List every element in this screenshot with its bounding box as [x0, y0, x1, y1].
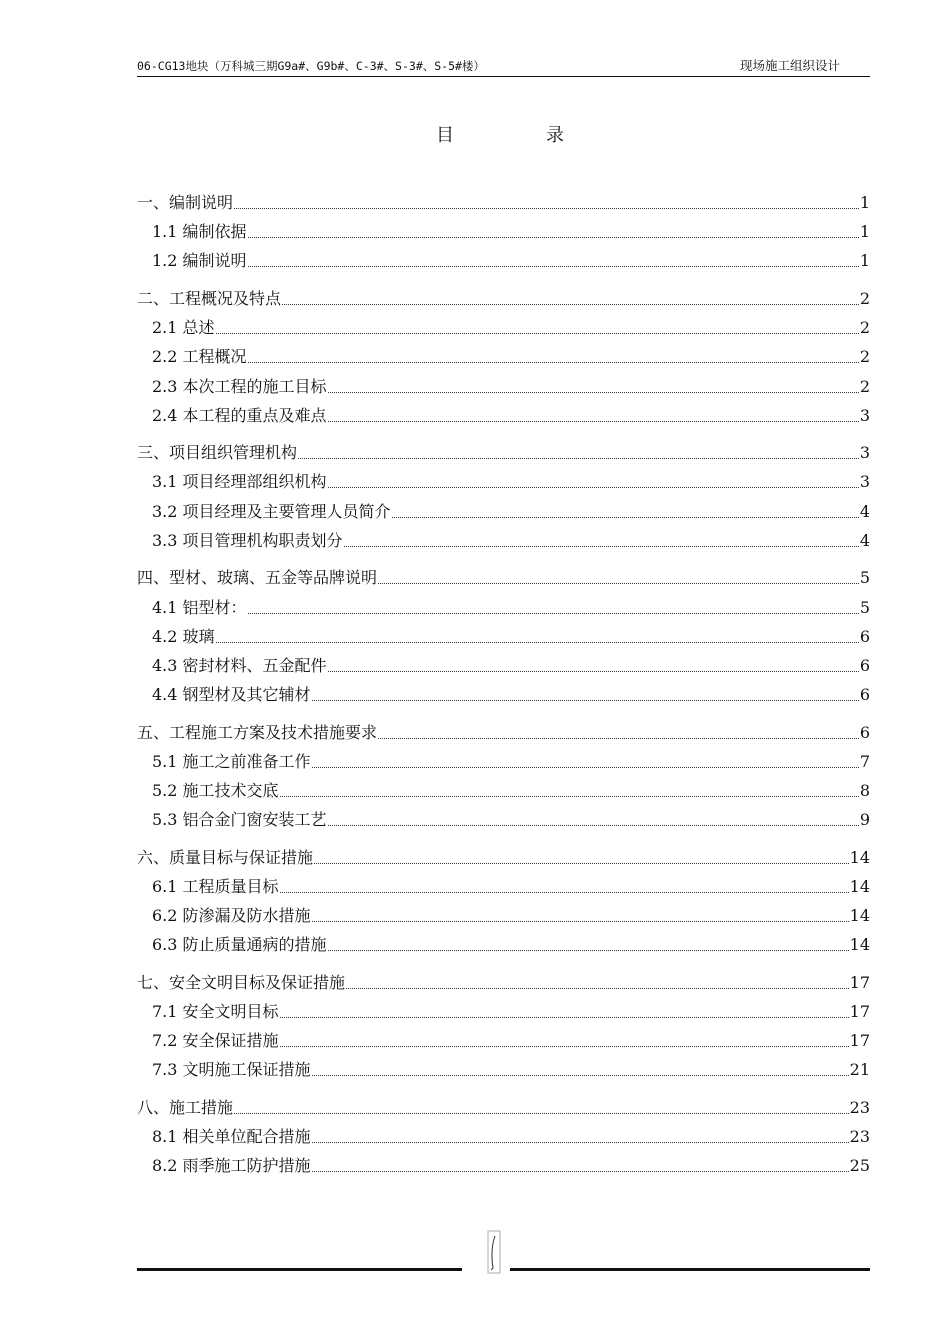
toc-entry-page-number: 14	[849, 935, 870, 955]
toc-section-entry[interactable]	[152, 471, 870, 493]
toc-chapter-entry[interactable]	[137, 847, 870, 869]
toc-entry-page-number: 17	[849, 1002, 870, 1021]
toc-dot-leader	[280, 795, 859, 797]
toc-dot-leader	[328, 949, 849, 951]
toc-entry-label: 7.2 安全保证措施	[152, 1031, 279, 1051]
toc-entry-label: 7.3 文明施工保证措施	[152, 1060, 311, 1080]
toc-dot-leader	[248, 361, 859, 363]
toc-dot-leader	[248, 265, 859, 267]
toc-entry-label: 七、安全文明目标及保证措施	[137, 972, 346, 992]
toc-dot-leader	[314, 862, 849, 864]
toc-section-entry[interactable]	[152, 317, 870, 339]
toc-entry-page-number: 1	[859, 251, 870, 271]
toc-title-char-2: 录	[546, 125, 564, 146]
toc-section-entry[interactable]	[152, 780, 870, 802]
toc-entry-label: 5.2 施工技术交底	[152, 781, 279, 800]
toc-entry-page-number: 5	[859, 597, 870, 617]
toc-entry-label: 4.1 铝型材：	[152, 597, 247, 617]
toc-dot-leader	[282, 303, 859, 305]
page-header	[137, 58, 870, 77]
toc-section-entry[interactable]	[152, 905, 870, 927]
toc-entry-page-number: 7	[859, 751, 870, 771]
toc-chapter-entry[interactable]	[137, 972, 870, 994]
toc-dot-leader	[378, 582, 859, 584]
toc-dot-leader	[378, 737, 859, 739]
header-document-title: 现场施工组织设计	[739, 58, 840, 73]
toc-dot-leader	[328, 391, 859, 393]
toc-dot-leader	[312, 766, 859, 768]
toc-entry-label: 1.2 编制说明	[152, 251, 247, 271]
toc-entry-label: 2.4 本工程的重点及难点	[152, 405, 327, 425]
toc-dot-leader	[344, 545, 859, 547]
toc-entry-label: 8.1 相关单位配合措施	[152, 1127, 311, 1147]
toc-entry-label: 1.1 编制依据	[152, 222, 247, 242]
toc-entry-label: 5.3 铝合金门窗安装工艺	[152, 810, 327, 830]
toc-dot-leader	[312, 920, 849, 922]
toc-chapter-entry[interactable]	[137, 567, 870, 589]
toc-entry-label: 2.2 工程概况	[152, 347, 247, 367]
toc-dot-leader	[346, 987, 849, 989]
toc-entry-label: 二、工程概况及特点	[137, 288, 282, 308]
toc-entry-label: 五、工程施工方案及技术措施要求	[137, 722, 378, 742]
toc-entry-page-number: 23	[849, 1127, 870, 1147]
toc-entry-page-number: 9	[859, 810, 870, 830]
toc-chapter-entry[interactable]	[137, 722, 870, 744]
toc-dot-leader	[312, 699, 859, 701]
toc-section-entry[interactable]	[152, 405, 870, 427]
toc-entry-label: 6.1 工程质量目标	[152, 876, 279, 896]
toc-chapter-entry[interactable]	[137, 1097, 870, 1119]
toc-entry-page-number: 2	[859, 288, 870, 308]
toc-title-char-1: 目	[436, 125, 454, 146]
footer-rule-left	[137, 1268, 462, 1271]
toc-entry-label: 三、项目组织管理机构	[137, 443, 298, 463]
toc-entry-page-number: 1	[859, 222, 870, 242]
toc-entry-label: 7.1 安全文明目标	[152, 1002, 279, 1021]
toc-entry-page-number: 6	[859, 685, 870, 705]
toc-entry-page-number: 2	[859, 347, 870, 367]
toc-dot-leader	[328, 670, 859, 672]
toc-entry-page-number: 4	[859, 530, 870, 550]
toc-entry-label: 2.3 本次工程的施工目标	[152, 376, 327, 396]
toc-entry-label: 六、质量目标与保证措施	[137, 847, 314, 867]
toc-entry-label: 一、编制说明	[137, 193, 234, 212]
toc-entry-page-number: 2	[859, 318, 870, 338]
toc-entry-page-number: 25	[849, 1156, 870, 1176]
toc-chapter-entry[interactable]	[137, 442, 870, 464]
toc-dot-leader	[216, 332, 859, 334]
toc-entry-page-number: 5	[859, 568, 870, 588]
toc-entry-label: 5.1 施工之前准备工作	[152, 751, 311, 771]
toc-entry-label: 6.3 防止质量通病的措施	[152, 935, 327, 955]
toc-entry-page-number: 6	[859, 722, 870, 742]
toc-dot-leader	[248, 612, 859, 614]
toc-section-entry[interactable]	[152, 684, 870, 706]
toc-entry-page-number: 3	[859, 472, 870, 492]
toc-dot-leader	[328, 824, 859, 826]
toc-entry-label: 2.1 总述	[152, 318, 215, 338]
toc-dot-leader	[216, 641, 859, 643]
toc-entry-label: 8.2 雨季施工防护措施	[152, 1156, 311, 1176]
toc-entry-label: 八、施工措施	[137, 1097, 234, 1117]
toc-entry-label: 3.1 项目经理部组织机构	[152, 472, 327, 492]
toc-entry-label: 3.2 项目经理及主要管理人员简介	[152, 501, 391, 521]
toc-section-entry[interactable]	[152, 626, 870, 648]
toc-section-entry[interactable]	[152, 655, 870, 677]
toc-entry-page-number: 3	[859, 443, 870, 463]
toc-entry-page-number: 4	[859, 501, 870, 521]
toc-entry-label: 四、型材、玻璃、五金等品牌说明	[137, 568, 378, 588]
toc-section-entry[interactable]	[152, 1059, 870, 1081]
toc-section-entry[interactable]	[152, 346, 870, 368]
toc-section-entry[interactable]	[152, 501, 870, 523]
toc-entry-page-number: 17	[849, 1031, 870, 1051]
toc-entry-page-number: 3	[859, 405, 870, 425]
header-project-name: 06-CG13地块（万科城三期G9a#、G9b#、C-3#、S-3#、S-5#楼）	[137, 59, 485, 73]
toc-section-entry[interactable]	[152, 1001, 870, 1023]
toc-section-entry[interactable]	[152, 934, 870, 956]
toc-entry-page-number: 17	[849, 972, 870, 992]
toc-dot-leader	[280, 1016, 849, 1018]
toc-section-entry[interactable]	[152, 1126, 870, 1148]
toc-dot-leader	[234, 1112, 849, 1114]
toc-dot-leader	[312, 1141, 849, 1143]
toc-dot-leader	[328, 420, 859, 422]
toc-dot-leader	[312, 1170, 849, 1172]
toc-dot-leader	[280, 1045, 849, 1047]
toc-section-entry[interactable]	[152, 809, 870, 831]
toc-entry-label: 4.3 密封材料、五金配件	[152, 655, 327, 675]
toc-dot-leader	[312, 1074, 849, 1076]
toc-entry-page-number: 1	[859, 193, 870, 212]
toc-chapter-entry[interactable]	[137, 288, 870, 310]
toc-entry-page-number: 6	[859, 655, 870, 675]
toc-section-entry[interactable]	[152, 250, 870, 272]
toc-chapter-entry[interactable]	[137, 192, 870, 214]
toc-entry-page-number: 21	[849, 1060, 870, 1080]
toc-dot-leader	[298, 457, 859, 459]
footer-rule-right	[510, 1268, 870, 1271]
toc-section-entry[interactable]	[152, 597, 870, 619]
toc-entry-label: 4.2 玻璃	[152, 626, 215, 646]
toc-section-entry[interactable]	[152, 876, 870, 898]
toc-section-entry[interactable]	[152, 1030, 870, 1052]
toc-section-entry[interactable]	[152, 1155, 870, 1177]
toc-entry-page-number: 2	[859, 376, 870, 396]
toc-section-entry[interactable]	[152, 530, 870, 552]
toc-title	[0, 124, 950, 148]
toc-dot-leader	[392, 516, 859, 518]
toc-section-entry[interactable]	[152, 221, 870, 243]
toc-dot-leader	[328, 486, 859, 488]
toc-entry-label: 6.2 防渗漏及防水措施	[152, 906, 311, 926]
toc-dot-leader	[248, 236, 859, 238]
toc-dot-leader	[280, 891, 849, 893]
toc-entry-page-number: 23	[849, 1097, 870, 1117]
toc-entry-page-number: 8	[859, 781, 870, 800]
toc-entry-page-number: 6	[859, 626, 870, 646]
toc-entry-label: 4.4 钢型材及其它辅材	[152, 685, 311, 705]
toc-section-entry[interactable]	[152, 376, 870, 398]
toc-entry-label: 3.3 项目管理机构职责划分	[152, 530, 343, 550]
toc-entry-page-number: 14	[849, 876, 870, 896]
page-number-mark-icon	[487, 1230, 501, 1274]
toc-dot-leader	[234, 207, 859, 209]
toc-entry-page-number: 14	[849, 847, 870, 867]
toc-section-entry[interactable]	[152, 751, 870, 773]
toc-entry-page-number: 14	[849, 906, 870, 926]
